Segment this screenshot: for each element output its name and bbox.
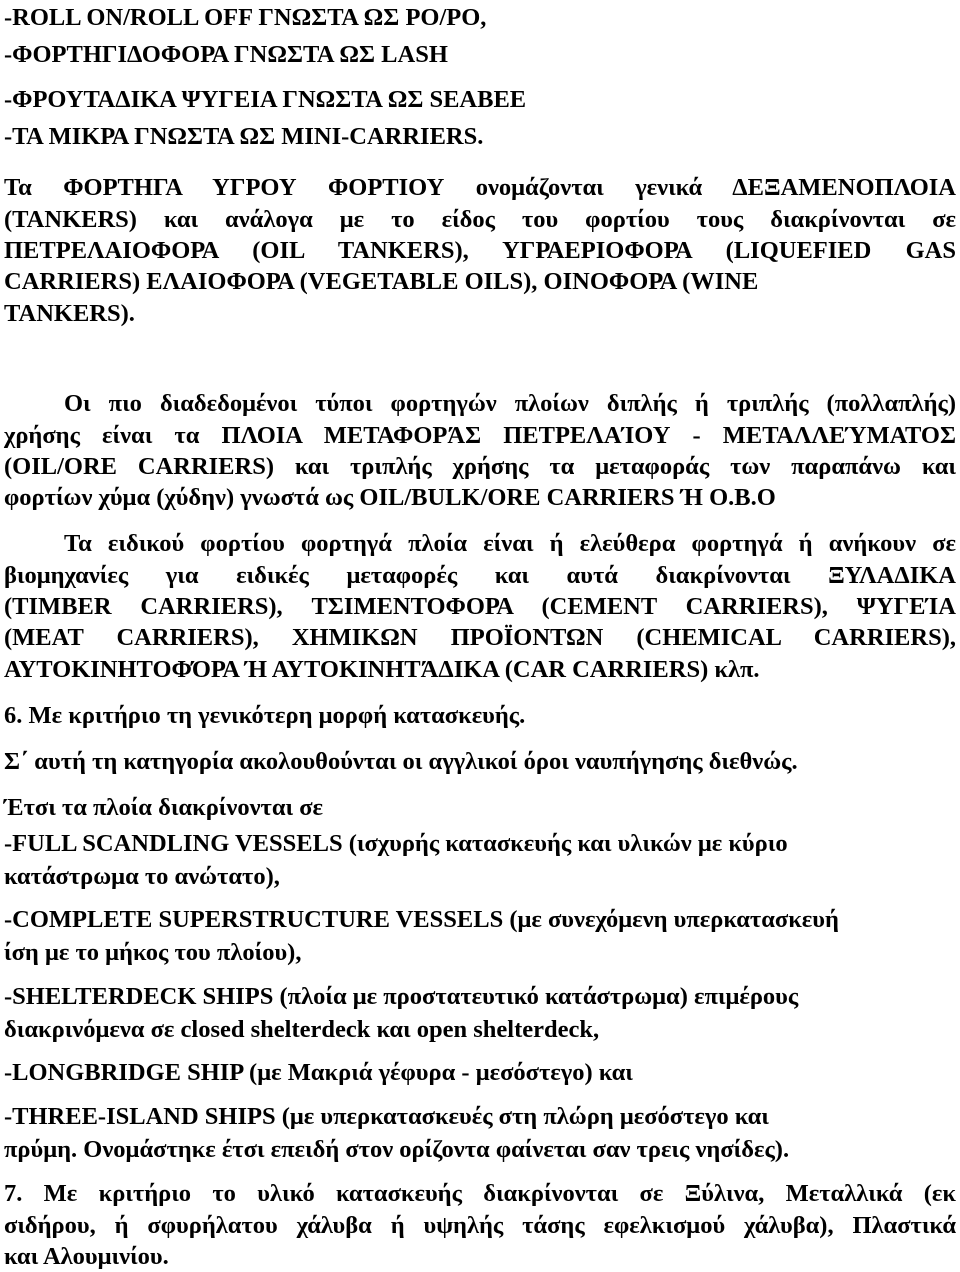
text-line-special-cargo-4: (MEAT CARRIERS), ΧΗΜΙΚΩΝ ΠΡΟΪΟΝΤΩΝ (CHEMICAL CARRIERS), <box>4 624 956 651</box>
text-line-seabee: -ΦΡΟΥΤΑΔΙΚΑ ΨΥΓΕΙΑ ΓΝΩΣΤΑ ΩΣ SEABEE <box>4 86 527 113</box>
text-line-longbridge: -LONGBRIDGE SHIP (με Μακριά γέφυρα - μεσόστεγο) και <box>4 1059 633 1086</box>
text-line-special-cargo-1: Τα ειδικού φορτίου φορτηγά πλοία είναι ή ελεύθερα φορτηγά ή ανήκουν σε <box>64 530 956 557</box>
text-line-three-island-2: πρύμη. Ονομάστηκε έτσι επειδή στον ορίζοντα φαίνεται σαν τρεις νησίδες). <box>4 1136 790 1163</box>
text-line-shelterdeck-2: διακρινόμενα σε closed shelterdeck και open shelterdeck, <box>4 1016 600 1043</box>
text-line-english-terms: Σ΄ αυτή τη κατηγορία ακολουθούνται οι αγγλικοί όροι ναυπήγησης διεθνώς. <box>4 748 798 775</box>
text-line-complete-superstructure-2: ίση με το μήκος του πλοίου), <box>4 939 302 966</box>
text-line-full-scandling-1: -FULL SCANDLING VESSELS (ισχυρής κατασκευής και υλικών με κύριο <box>4 830 788 857</box>
section-heading-7-line-2: σιδήρου, ή σφυρήλατου χάλυβα ή υψηλής τάσης εφελκισμού χάλυβα), Πλαστικά <box>4 1212 956 1239</box>
text-line-tankers-3: ΠΕΤΡΕΛΑΙΟΦΟΡΑ (OIL TANKERS), ΥΓΡΑΕΡΙΟΦΟΡΑ (LIQUEFIED GAS <box>4 237 956 264</box>
text-line-complete-superstructure-1: -COMPLETE SUPERSTRUCTURE VESSELS (με συνεχόμενη υπερκατασκευή <box>4 906 839 933</box>
text-line-special-cargo-3: (TIMBER CARRIERS), ΤΣΙΜΕΝΤΟΦΟΡΑ (CEMENT CARRIERS), ΨΥΓΕΊΑ <box>4 593 956 620</box>
text-line-mini-carriers: -ΤΑ ΜΙΚΡΑ ΓΝΩΣΤΑ ΩΣ MINI-CARRIERS. <box>4 123 484 150</box>
text-line-special-cargo-2: βιομηχανίες για ειδικές μεταφορές και αυτά διακρίνονται ΞΥΛΑΔΙΚΑ <box>4 562 956 589</box>
section-heading-6: 6. Με κριτήριο τη γενικότερη μορφή κατασκευής. <box>4 702 526 729</box>
text-line-full-scandling-2: κατάστρωμα το ανώτατο), <box>4 863 280 890</box>
text-line-tankers-4: CARRIERS) ΕΛΑΙΟΦΟΡΑ (VEGETABLE OILS), ΟΙΝΟΦΟΡΑ (WINE <box>4 268 759 295</box>
text-line-roll-on-roll-off: -ROLL ON/ROLL OFF ΓΝΩΣΤΑ ΩΣ ΡΟ/ΡΟ, <box>4 4 487 31</box>
text-line-shelterdeck-1: -SHELTERDECK SHIPS (πλοία με προστατευτικό κατάστρωμα) επιμέρους <box>4 983 799 1010</box>
text-line-special-cargo-5: ΑΥΤΟΚΙΝΗΤΟΦΌΡΑ Ή ΑΥΤΟΚΙΝΗΤΆΔΙΚΑ (CAR CARRIERS) κλπ. <box>4 656 760 683</box>
text-line-lash: -ΦΟΡΤΗΓΙΔΟΦΟΡΑ ΓΝΩΣΤΑ ΩΣ LASH <box>4 41 448 68</box>
section-heading-7-line-1: 7. Με κριτήριο το υλικό κατασκευής διακρίνονται σε Ξύλινα, Μεταλλικά (εκ <box>4 1180 956 1207</box>
text-line-multipurpose-2: χρήσης είναι τα ΠΛΟΙΑ ΜΕΤΑΦΟΡΆΣ ΠΕΤΡΕΛΑΊΟΥ - ΜΕΤΑΛΛΕΎΜΑΤΟΣ <box>4 422 956 449</box>
text-line-multipurpose-1: Οι πιο διαδεδομένοι τύποι φορτηγών πλοίων διπλής ή τριπλής (πολλαπλής) <box>64 390 956 417</box>
section-heading-7-line-3: και Αλουμινίου. <box>4 1243 169 1270</box>
text-line-distinguished: Έτσι τα πλοία διακρίνονται σε <box>4 794 324 821</box>
text-line-three-island-1: -THREE-ISLAND SHIPS (με υπερκατασκευές στη πλώρη μεσόστεγο και <box>4 1103 769 1130</box>
text-line-tankers-2: (TANKERS) και ανάλογα με το είδος του φορτίου τους διακρίνονται σε <box>4 206 956 233</box>
text-line-multipurpose-3: (OIL/ORE CARRIERS) και τριπλής χρήσης τα μεταφοράς των παραπάνω και <box>4 453 956 480</box>
text-line-tankers-1: Τα ΦΟΡΤΗΓΑ ΥΓΡΟΥ ΦΟΡΤΙΟΥ ονομάζονται γενικά ΔΕΞΑΜΕΝΟΠΛΟΙΑ <box>4 174 956 201</box>
text-line-multipurpose-4: φορτίων χύμα (χύδην) γνωστά ως OIL/BULK/ORE CARRIERS Ή O.B.O <box>4 484 776 511</box>
text-line-tankers-5: TANKERS). <box>4 300 135 327</box>
